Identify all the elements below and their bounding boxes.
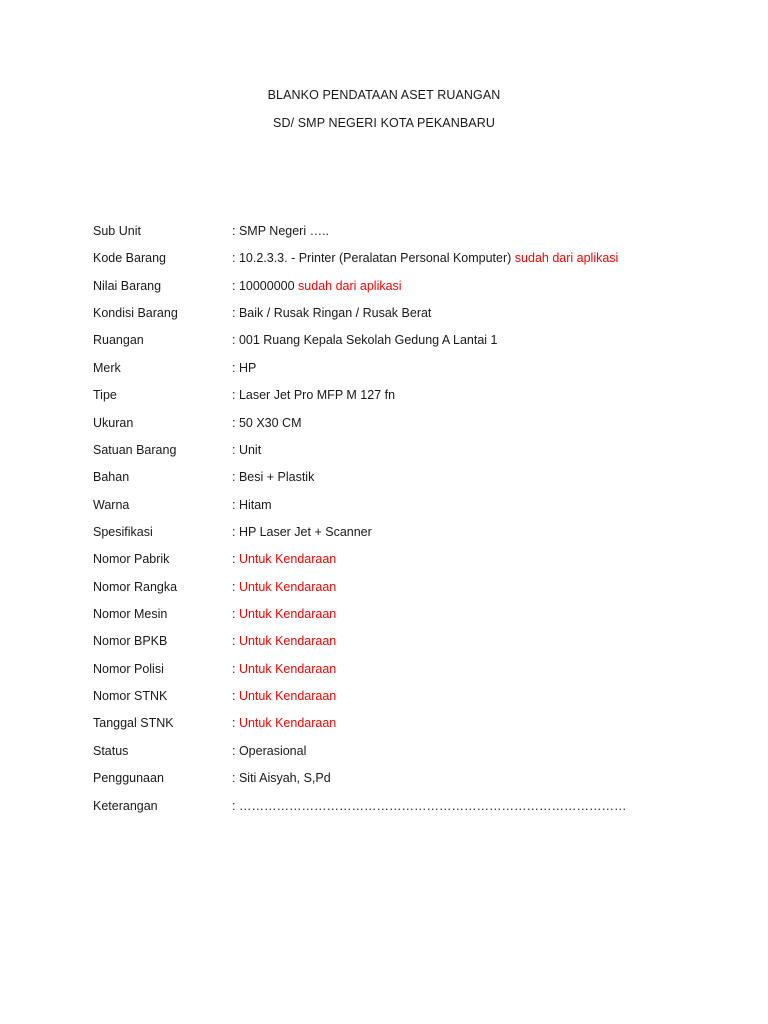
field-row: [93, 333, 733, 360]
field-value-text: …………………………………………………………………………………: [238, 798, 627, 813]
field-value: [232, 744, 306, 758]
field-separator: :: [232, 607, 239, 622]
field-note: sudah dari aplikasi: [298, 278, 402, 293]
field-separator: :: [232, 689, 239, 704]
field-row: [93, 443, 733, 470]
field-value: [232, 580, 336, 594]
field-value: [232, 799, 626, 813]
field-row: [93, 771, 733, 798]
field-value: [232, 662, 336, 676]
field-value: [232, 224, 329, 238]
field-value-text: Baik / Rusak Ringan / Rusak Berat: [238, 306, 432, 321]
field-value: [232, 443, 261, 457]
field-note: Untuk Kendaraan: [238, 689, 337, 704]
field-separator: :: [232, 360, 239, 375]
field-row: [93, 470, 733, 497]
field-separator: :: [232, 442, 239, 457]
field-label: Nomor Mesin: [93, 607, 168, 622]
field-value-text: Siti Aisyah, S,Pd: [238, 771, 331, 786]
field-value-text: Operasional: [238, 743, 307, 758]
field-row: [93, 361, 733, 388]
field-label: Merk: [93, 360, 121, 375]
field-value: [232, 716, 336, 730]
asset-field-list: [93, 224, 733, 826]
document-title: BLANKO PENDATAAN ASET RUANGAN: [267, 88, 501, 102]
field-label: Penggunaan: [93, 771, 164, 786]
field-value: [232, 470, 314, 484]
field-value: [232, 634, 336, 648]
field-row: [93, 689, 733, 716]
field-label: Nomor STNK: [93, 689, 168, 704]
field-row: [93, 525, 733, 552]
field-label: Tanggal STNK: [93, 716, 174, 731]
field-value: [232, 361, 256, 375]
field-label: Bahan: [93, 470, 130, 485]
field-value: [232, 525, 372, 539]
field-value: [232, 771, 331, 785]
field-note: Untuk Kendaraan: [238, 552, 337, 567]
field-value: [232, 279, 402, 293]
field-value-text: Unit: [238, 442, 262, 457]
field-row: [93, 634, 733, 661]
field-label: Warna: [93, 497, 130, 512]
field-value-text: 001 Ruang Kepala Sekolah Gedung A Lantai 1: [238, 333, 498, 348]
field-note: Untuk Kendaraan: [238, 634, 337, 649]
field-label: Tipe: [93, 388, 117, 403]
field-value-text: 10.2.3.3. - Printer (Peralatan Personal Komputer): [238, 251, 515, 266]
field-label: Status: [93, 743, 129, 758]
field-separator: :: [232, 251, 239, 266]
field-note: Untuk Kendaraan: [238, 661, 337, 676]
field-value-text: 10000000: [238, 278, 299, 293]
field-separator: :: [232, 743, 239, 758]
field-row: [93, 416, 733, 443]
field-label: Ruangan: [93, 333, 144, 348]
field-value-text: SMP Negeri …..: [238, 224, 330, 238]
field-separator: :: [232, 798, 239, 813]
field-separator: :: [232, 661, 239, 676]
field-separator: :: [232, 552, 239, 567]
field-value-text: HP Laser Jet + Scanner: [238, 524, 372, 539]
document-subtitle: SD/ SMP NEGERI KOTA PEKANBARU: [273, 116, 495, 130]
field-label: Spesifikasi: [93, 524, 153, 539]
field-separator: :: [232, 497, 239, 512]
field-row: [93, 662, 733, 689]
field-label: Ukuran: [93, 415, 134, 430]
field-row: [93, 388, 733, 415]
field-row: [93, 799, 733, 826]
field-separator: :: [232, 771, 239, 786]
field-separator: :: [232, 524, 239, 539]
field-value: [232, 552, 336, 566]
field-row: [93, 744, 733, 771]
field-value: [232, 388, 395, 402]
field-value-text: Besi + Plastik: [238, 470, 315, 485]
field-value-text: Hitam: [238, 497, 272, 512]
field-label: Satuan Barang: [93, 442, 177, 457]
field-note: Untuk Kendaraan: [238, 716, 337, 731]
field-row: [93, 580, 733, 607]
field-label: Kode Barang: [93, 251, 166, 266]
field-value: [232, 333, 498, 347]
field-label: Nomor Polisi: [93, 661, 164, 676]
field-separator: :: [232, 333, 239, 348]
field-separator: :: [232, 415, 239, 430]
field-label: Nomor Rangka: [93, 579, 178, 594]
field-note: Untuk Kendaraan: [238, 579, 337, 594]
field-value: [232, 498, 272, 512]
field-value: [232, 689, 336, 703]
field-label: Sub Unit: [93, 224, 141, 238]
field-separator: :: [232, 388, 239, 403]
field-label: Nilai Barang: [93, 278, 162, 293]
field-separator: :: [232, 634, 239, 649]
field-separator: :: [232, 579, 239, 594]
field-row: [93, 716, 733, 743]
field-label: Kondisi Barang: [93, 306, 178, 321]
field-value: [232, 416, 301, 430]
field-note: Untuk Kendaraan: [238, 607, 337, 622]
field-value-text: HP: [238, 360, 257, 375]
field-row: [93, 552, 733, 579]
field-label: Nomor BPKB: [93, 634, 168, 649]
field-row: [93, 251, 733, 278]
field-row: [93, 498, 733, 525]
field-row: [93, 224, 733, 251]
field-separator: :: [232, 716, 239, 731]
field-value: [232, 306, 431, 320]
field-separator: :: [232, 278, 239, 293]
field-note: sudah dari aplikasi: [514, 251, 619, 266]
field-separator: :: [232, 224, 239, 238]
field-value-text: 50 X30 CM: [238, 415, 302, 430]
field-row: [93, 607, 733, 634]
field-separator: :: [232, 306, 239, 321]
field-row: [93, 279, 733, 306]
field-value-text: Laser Jet Pro MFP M 127 fn: [238, 388, 396, 403]
field-label: Keterangan: [93, 798, 158, 813]
field-value: [232, 251, 618, 265]
field-label: Nomor Pabrik: [93, 552, 170, 567]
field-separator: :: [232, 470, 239, 485]
field-value: [232, 607, 336, 621]
field-row: [93, 306, 733, 333]
